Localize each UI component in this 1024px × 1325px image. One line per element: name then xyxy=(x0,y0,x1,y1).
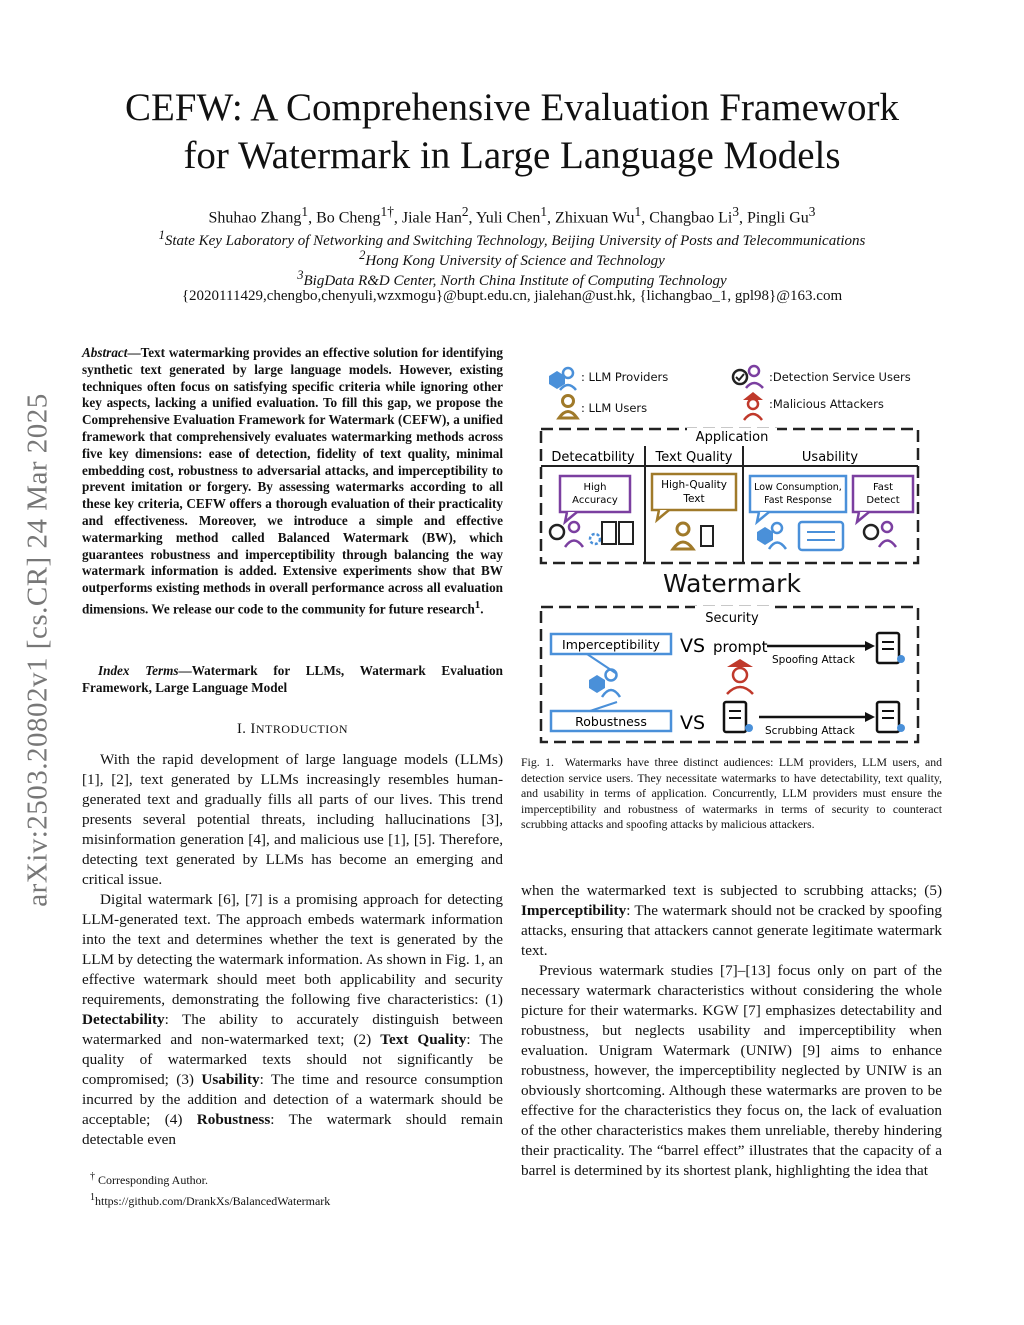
column-header-text-quality: Text Quality xyxy=(655,450,733,465)
index-terms xyxy=(82,663,503,697)
abstract-end: . xyxy=(480,601,484,617)
application-label: Application xyxy=(695,430,769,445)
affiliation-mark: 2 xyxy=(359,248,366,262)
affiliation-mark: 1 xyxy=(158,228,165,242)
vs-label-1: VS xyxy=(680,635,706,657)
index-terms-text: Watermark for LLMs, Watermark Evaluation Framework, Large Language Model xyxy=(82,663,503,695)
high-accuracy-line-1: High xyxy=(583,482,607,493)
fast-detect-line-1: Fast xyxy=(872,482,894,493)
security-label: Security xyxy=(705,611,759,626)
term-text: : The ability to accurately distinguish between watermarked and non-watermarked text; (2) xyxy=(82,1011,503,1048)
author-name: Changbao Li xyxy=(649,209,733,227)
title-line-2: for Watermark in Large Language Models xyxy=(183,134,841,177)
column-header-detectability: Detecatbility xyxy=(551,450,635,465)
gear-icon xyxy=(590,534,600,544)
title-line-1: CEFW: A Comprehensive Evaluation Framework xyxy=(124,86,900,129)
document-icon xyxy=(877,702,905,732)
author-name: Bo Cheng xyxy=(316,209,381,227)
legend-attackers: :Malicious Attackers xyxy=(769,397,884,411)
term-detectability: Detectability xyxy=(82,1011,165,1028)
caption-text: Watermarks have three distinct audiences: LLM providers, LLM users, and detection service users. They necessitate watermarks to have detectability, text quality, and usability in terms of application. Concurrently, LLM providers must ensure the imperceptibility and robustness of watermarks in terms of security to counteract scrubbing attacks and spoofing attacks by malicious attackers. xyxy=(521,755,943,831)
author-name: Zhixuan Wu xyxy=(555,209,635,227)
author-name: Yuli Chen xyxy=(475,209,541,227)
section-title-first: I xyxy=(250,721,256,737)
imperceptibility-label: Imperceptibility xyxy=(562,637,660,652)
document-icon xyxy=(877,633,905,663)
footnote-link[interactable] xyxy=(82,1189,503,1210)
paragraph: Previous watermark studies [7]–[13] focus only on part of the necessary watermark characteristics without considering the whole picture for their watermarks. KGW [7] emphasizes detectability and robustness, but neglects usability and imperceptibility when evaluation. Unigram Watermark (UNIW) [9] aims to enhance robustness, however, the imperceptibility neglected by UNIW is an obviously shortcoming. Although these watermarks are proven to be effective for the characteristics they focus on, the lack of evaluation of the other characteristics makes them unreliable, thereby hindering their practicality. The “barrel effect” illustrates that the capacity of a barrel is determined by its shortest plank, highlighting the idea that xyxy=(521,962,942,1179)
section-heading xyxy=(82,721,503,738)
footnote-mark: 1 xyxy=(90,1192,95,1203)
legend-llm-providers: : LLM Providers xyxy=(581,370,669,384)
low-consumption-line-2: Fast Response xyxy=(764,495,832,506)
abstract xyxy=(82,345,503,618)
author-list: Shuhao Zhang$^1$, Bo Cheng$^{1\dagger}$, Jiale Han$^2$, Yuli Chen$^1$, Zhixuan Wu$^1$, Changbao Li$^3$, Pingli Gu$^3$ xyxy=(208,204,816,227)
paper-title xyxy=(60,84,964,180)
detection-user-icon xyxy=(733,366,763,388)
server-icon xyxy=(799,522,843,550)
term-text: : The watermark should remain detectable even xyxy=(82,1111,503,1148)
arxiv-identifier xyxy=(8,340,68,960)
watermark-label: Watermark xyxy=(663,569,801,598)
author-mark: 1† xyxy=(380,204,394,219)
affiliation-mark: 3 xyxy=(297,268,304,282)
prompt-label: prompt xyxy=(713,638,768,656)
high-quality-line-1: High-Quality xyxy=(661,479,727,491)
section-title-rest: NTRODUCTION xyxy=(255,722,349,736)
left-body xyxy=(82,750,503,1150)
footnote-text: Corresponding Author. xyxy=(98,1173,208,1187)
llm-provider-icon xyxy=(757,523,786,549)
legend-detection-users: :Detection Service Users xyxy=(769,370,911,384)
footnote-url[interactable]: https://github.com/DrankXs/BalancedWatermark xyxy=(95,1194,331,1208)
attacker-icon xyxy=(743,392,763,420)
vs-label-2: VS xyxy=(680,712,706,734)
right-body xyxy=(521,881,942,1181)
high-accuracy-line-2: Accuracy xyxy=(572,495,618,506)
author-mark: 1 xyxy=(301,204,309,219)
footnotes xyxy=(82,1168,503,1210)
section-number: I. xyxy=(236,721,247,737)
footnote xyxy=(82,1168,503,1189)
column-header-usability: Usability xyxy=(801,450,859,465)
author-mark: 1 xyxy=(634,204,642,219)
term-imperceptibility: Imperceptibility xyxy=(521,902,627,919)
affiliation-text: BigData R&D Center, North China Institute of Computing Technology xyxy=(303,273,727,289)
detection-user-icon xyxy=(550,522,583,547)
author-name: Jiale Han xyxy=(401,209,462,227)
llm-user-icon xyxy=(673,523,713,549)
term-text-quality: Text Quality xyxy=(380,1031,467,1048)
detection-user-icon xyxy=(864,522,896,547)
term-robustness: Robustness xyxy=(196,1111,271,1128)
spoofing-attack-label: Spoofing Attack xyxy=(772,654,855,666)
abstract-text: Text watermarking provides an effective solution for identifying synthetic text generated by large language models. However, existing techniques often focus on satisfying specific criteria while ignoring other key aspects, lacking a unified evaluation. To fill this gap, we propose the Comprehensive Evaluation Framework for Watermark (CEFW), a unified framework that comprehensively evaluates watermarking methods across five key dimensions: ease of detection, fidelity of text quality, minimal embedding cost, robustness to adversarial attacks, and imperceptibility to prevent imitation or forgery. By assessing watermarks according to all these key criteria, CEFW offers a thorough evaluation of their practicality and effectiveness. Moreover, we introduce a simple and effective watermarking method called Balanced Watermark (BW), which guarantees robustness and imperceptibility through balancing the way watermark information is added. Extensive experiments show that BW outperforms existing methods in overall performance across all evaluation dimensions. We release our code to the community for future research xyxy=(82,345,503,617)
footnote-mark: † xyxy=(90,1171,95,1182)
abstract-dash: — xyxy=(127,345,141,360)
fast-detect-line-2: Detect xyxy=(866,495,900,506)
author-name: Pingli Gu xyxy=(746,209,809,227)
legend-llm-users: : LLM Users xyxy=(581,401,648,415)
attacker-icon xyxy=(727,659,753,694)
scrubbing-attack-label: Scrubbing Attack xyxy=(765,725,855,737)
term-text: : The time and resource consumption incurred by the addition and detection of a watermark should be acceptable; (4) xyxy=(82,1071,503,1128)
paragraph-text: : The watermark should not be cracked by spoofing attacks, ensuring that attackers cannot generate legitimate watermark text. xyxy=(521,902,942,959)
author-mark: 2 xyxy=(461,204,469,219)
paragraph: With the rapid development of large language models (LLMs) [1], [2], text generated by LLMs increasingly resembles human-generated text and gradually fills all parts of our lives. This trend presents several potential threats, including hallucinations [3], misinformation generation [4], and malicious use [1], [5]. Therefore, detecting text generated by LLMs has become an emerging and critical issue. xyxy=(82,751,503,888)
llm-provider-icon xyxy=(549,368,576,390)
paragraph-text: when the watermarked text is subjected to scrubbing attacks; (5) xyxy=(521,882,942,899)
low-consumption-line-1: Low Consumption, xyxy=(754,482,842,493)
author-mark: 3 xyxy=(732,204,739,219)
author-mark: 1 xyxy=(540,204,548,219)
arxiv-identifier-text: arXiv:2503.20802v1 [cs.CR] 24 Mar 2025 xyxy=(21,393,54,907)
document-icon xyxy=(724,702,753,732)
robustness-label: Robustness xyxy=(575,714,647,729)
abstract-footnote-mark: 1 xyxy=(474,598,481,611)
author-mark: 3 xyxy=(808,204,816,219)
affiliation-text: State Key Laboratory of Networking and Switching Technology, Beijing University of Posts and Telecommunications xyxy=(164,233,866,249)
llm-user-icon xyxy=(559,396,577,419)
index-terms-dash: — xyxy=(178,663,192,678)
abstract-label: Abstract xyxy=(82,345,128,360)
paragraph xyxy=(82,890,503,1150)
author-name: Shuhao Zhang xyxy=(208,209,302,227)
document-icon xyxy=(602,522,633,544)
index-terms-label: Index Terms xyxy=(98,663,179,678)
high-quality-line-2: Text xyxy=(683,493,705,505)
caption-label: Fig. 1. xyxy=(521,755,554,769)
paragraph xyxy=(521,881,942,961)
term-text: : The quality of watermarked texts should not significantly be compromised; (3) xyxy=(82,1031,503,1088)
term-usability: Usability xyxy=(201,1071,260,1088)
affiliation-text: Hong Kong University of Science and Technology xyxy=(365,253,665,269)
figure-caption xyxy=(521,755,942,833)
figure-1 xyxy=(537,362,927,748)
author-emails: {2020111429,chengbo,chenyuli,wzxmogu}@bupt.edu.cn, jialehan@ust.hk, {lichangbao_1, gpl98}@163.com xyxy=(181,288,843,304)
llm-provider-icon xyxy=(589,670,620,698)
paragraph-text: Digital watermark [6], [7] is a promising approach for detecting LLM-generated text. The approach embeds watermark information into the text and determines whether the text is generated by the LLM by detecting the watermark information. As shown in Fig. 1, an effective watermark should meet both applicability and security requirements, demonstrating the following five characteristics: (1) xyxy=(82,891,503,1008)
